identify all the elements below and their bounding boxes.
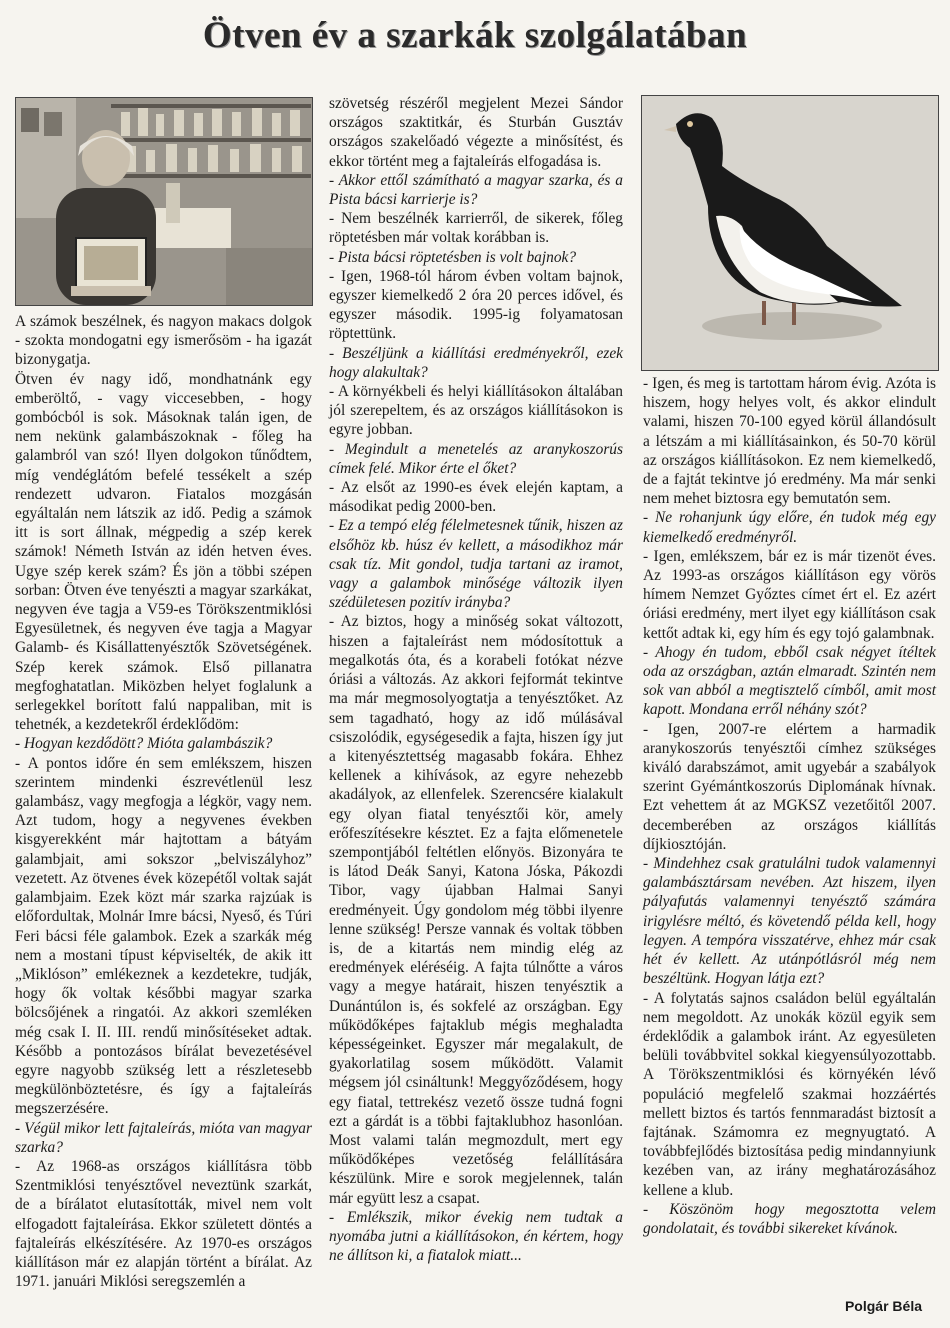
article-paragraph: - A folytatás sajnos családon belül egyáltalán nem megoldott. Az unokák közül egyik sem érdeklődik a galambok iránt. Az egyesületen belüli továbbvitel sokkal kiegyensúlyozottabb. A Törökszentmiklósi és környékén lévő populáció megfelelő szakmai hozzáértés mellett biztos és tartós fennmaradást biztosít a fajtának. Számomra ez megnyugtató. A továbbfejlődés biztosítása pedig mindannyiunk kezében van, az irány meghatározásához kellene a klub. (643, 989, 936, 1199)
article-paragraph: - Igen, emlékszem, bár ez is már tizenöt éves. Az 1993-as országos kiállításon egy vörös hímem Nemzet Győztes címet ért el. Ez azért óriási eredmény, mert ilyet egy kiállításon csak kettőt adtak ki, egy hím és egy tojó galambnak. (643, 547, 936, 642)
article-paragraph: szövetség részéről megjelent Mezei Sándor országos szaktitkár, és Sturbán Gusztáv országos szakelőadó végezte a minősítést, és ekkor történt meg a fajtaleírás elfogadása is. (329, 95, 623, 170)
interview-question: - Emlékszik, mikor évekig nem tudtak a nyomába jutni a kiállításokon, én kértem, hogy ne állítson ki, a fiatalok miatt... (329, 1208, 623, 1265)
article-paragraph: - Igen, 1968-tól három évben voltam bajnok, egyszer kiemelkedő 2 óra 20 perces idővel, és egyszer második. 1995-ig folyamatosan röptettünk. (329, 267, 623, 343)
breeder-photo (15, 97, 313, 306)
article-paragraph: - Igen, és meg is tartottam három évig. Azóta is hiszem, hogy helyes volt, és akkor elindult valami, hiszen 70-100 egyed körül állandósult a létszám a mi kiállításainkon, és 50-70 körül az országos kiállításokon. Ez nem kiemelkedő, de a fajtát tekintve jó eredmény. Ma már senki nem mehet biztosra egy bemutatón sem. (643, 375, 936, 508)
interview-question: - Beszéljünk a kiállítási eredményekről, ezek hogy alakultak? (329, 344, 623, 381)
interview-question: - Akkor ettől számítható a magyar szarka, és a Pista bácsi karrierje is? (329, 171, 623, 209)
interview-question: - Pista bácsi röptetésben is volt bajnok? (329, 248, 577, 266)
article-column-1 (15, 312, 312, 1291)
pigeon-photo (641, 95, 939, 371)
article-paragraph: - A környékbeli és helyi kiállításokon általában jól szerepeltem, és az országos kiállításokon is egyre jobban. (329, 383, 623, 439)
interview-question: - Megindult a menetelés az aranykoszorús címek felé. Mikor érte el őket? (329, 440, 623, 477)
article-paragraph: Ötven év nagy idő, mondhatnánk egy emberöltő, - vagy viccesebben, - hogy gombócból is sok. Másoknak talán igen, de nem nekünk galambászoknak - főleg ha galambról van szó! Ilyen dolgokon tűnődtem, míg vendéglátóm befelé tessékelt a szép rendezett udvaron. Fiatalos mozgásán egyáltalán nem látszik az idő. Pedig a számok itt is sort állnak, mégpedig a szép kerek számok! Németh István az idén hetven éves. Ugye szép kerek szám? És jön a többi szépen sorban: Ötven éve tenyészti a magyar szarkákat, negyven éve tagja a V59-es Törökszentmiklósi Egyesületnek, és negyven éve tagja a Magyar Galamb- és Kisállattenyésztők Szövetségének. Szép kerek számok. Első pillanatra megfoghatatlan. Miközben helyet foglalunk a serlegekkel borított falú nappaliban, mit is tehetnék, a kezdetekről érdeklődöm: (15, 370, 312, 734)
interview-question: - Ez a tempó elég félelmetesnek tűnik, hiszen az elsőhöz kb. húsz év kellett, a másodikhoz már csak tíz. Mit gondol, tudja tartani az iramot, vagy a galambok minősége változik ilyen szédületesen pozitív irányba? (329, 517, 623, 612)
interview-question: - Ne rohanjunk úgy előre, én tudok még egy kiemelkedő eredményről. (643, 509, 936, 546)
article-paragraph: - Az elsőt az 1990-es évek elején kaptam, a másodikat pedig 2000-ben. (329, 479, 623, 516)
interview-question: - Mindehhez csak gratulálni tudok valamennyi galambásztársam nevében. Azt hiszem, ilyen pályafutás valamennyi tenyésztő számára irigylésre méltó, és követendő példa kell, hogy legyen. A tempóra visszatérve, ehhez már csak hét év kellett. Az utánpótlásról még nem beszéltünk. Hogyan látja ezt? (643, 855, 936, 988)
author-name: Polgár Béla (844, 1298, 922, 1314)
pigeon-illustration (642, 96, 938, 370)
article-paragraph: A számok beszélnek, és nagyon makacs dolgok - szokta mondogatni egy ismerősöm - ha igazát bizonygatja. (15, 313, 312, 369)
article-column-3 (643, 374, 936, 1238)
article-column-2 (329, 94, 623, 1265)
article-title: Ötven év a szarkák szolgálatában (202, 15, 748, 56)
article-paragraph: - Nem beszélnék karrierről, de sikerek, főleg röptetésben már voltak korábban is. (329, 210, 623, 247)
article-paragraph: - Az 1968-as országos kiállításra több Szentmiklósi tenyésztővel neveztünk szarkát, de a bírálatot elutasították, mivel nem volt elfogadott fajtaleírása. Ekkor született döntés a fajtaleírás elkészítésére. Az 1970-es országos kiállításon már ez alapján történt a bírálat. Az 1971. januári Miklósi seregszemlén a (15, 1157, 312, 1291)
interview-question: - Ahogy én tudom, ebből csak négyet ítéltek oda az országban, aztán elmaradt. Szintén nem sok van abból a megtisztelő címből, amit most kapott. Mondana erről néhány szót? (643, 643, 936, 719)
interview-question: - Köszönöm hogy megosztotta velem gondolatait, és további sikereket kívánok. (643, 1200, 936, 1237)
article-paragraph: - Az biztos, hogy a minőség sokat változott, hiszen a fajtaleírást nem módosítottuk a megalkotás óta, és a korabeli fotókat nézve óriási a változás. Az akkori fejformát tekintve ma már megmosolyogtatja a tenyésztőket. Az sem tagadható, hogy az idő múlásával csiszolódik, egységesedik a fajta, hiszen így jut a kitenyésztettség magasabb fokára. Ehhez kellenek a kihívások, az egyre nehezebb akadályok, az ellenfelek. Szerencsére kialakult egy olyan fiatal tenyésztői kör, amely erőfeszítésekre késztet. Ez a fajta előmenetele szempontjából feltétlen előnyös. Bizonyára te is látod Deák Sanyi, Katona Jóska, Pákozdi Tibor, vagy újabban Halmai Sanyi eredményeit. Úgy gondolom még többi ilyenre lenne szükség! Persze vannak és voltak többen is, de a kitartás nem mindig elég az eredmények eléréséig. A fajta túlnőtte a város vagy a megye határait, hiszen tenyésztik a Dunántúlon is, és sokfelé az országban. Egy működőképes fajtaklub mégis meghaladta képességeinket. Egyszer már megalakult, de gyakorlatilag sosem működött. Valamit mégsem jól csináltunk! Meggyőződésem, hogy egy fiatal, tettrekész vezető össze tudná fogni ezt a gárdát is a többi fajtaklubhoz hasonlóan. Most valami talán megmozdult, mert egy működőképes vezetőség felállítására készülünk. Mire e sorok megjelennek, talán már együtt lesz a csapat. (329, 613, 623, 1207)
breeder-photo-illustration (16, 98, 312, 305)
interview-question: - Végül mikor lett fajtaleírás, mióta van magyar szarka? (15, 1119, 312, 1156)
interview-question: - Hogyan kezdődött? Mióta galambászik? (15, 735, 273, 753)
article-paragraph: - Igen, 2007-re elértem a harmadik aranykoszorús tenyésztői címhez szükséges kiváló darabszámot, amit ugyebár a szabályok szerint Gyémántkoszorús Diplomának hívnak. Ezt vehettem át az MGKSZ vezetőitől 2007. decemberében az országos kiállítás díjkiosztóján. (643, 720, 936, 853)
article-paragraph: - A pontos időre én sem emlékszem, hiszen szerintem mindenki észrevétlenül lesz galambász, vagy megfogja a légkör, vagy nem. Azt tudom, hogy a negyvenes években kisgyerekként már hajtottam a bátyám galambjait, ami sokszor „belviszályhoz” vezetett. Az ötvenes évek közepétől voltak saját galambjaim. Ezek közt már szarka rajzúak is előfordultak, Molnár Imre bácsi, Nyeső, és Túri Feri bácsi féle galambok. Ezek a szarkák még nem a mostani típust képviselték, de akik itt „Miklóson” emlékeznek a kezdetekre, tudják, hogy ők voltak későbbi magyar szarka bölcsőjének a ringatói. Az akkori szemléken még csak I. II. III. rendű minősítéseket adtak. Később a pontozásos bírálat bevezetésével egyre nagyobb szükség lett a részletesebb megkülönböztetésre, és így a fajtaleírás megszerzésére. (15, 754, 312, 1118)
